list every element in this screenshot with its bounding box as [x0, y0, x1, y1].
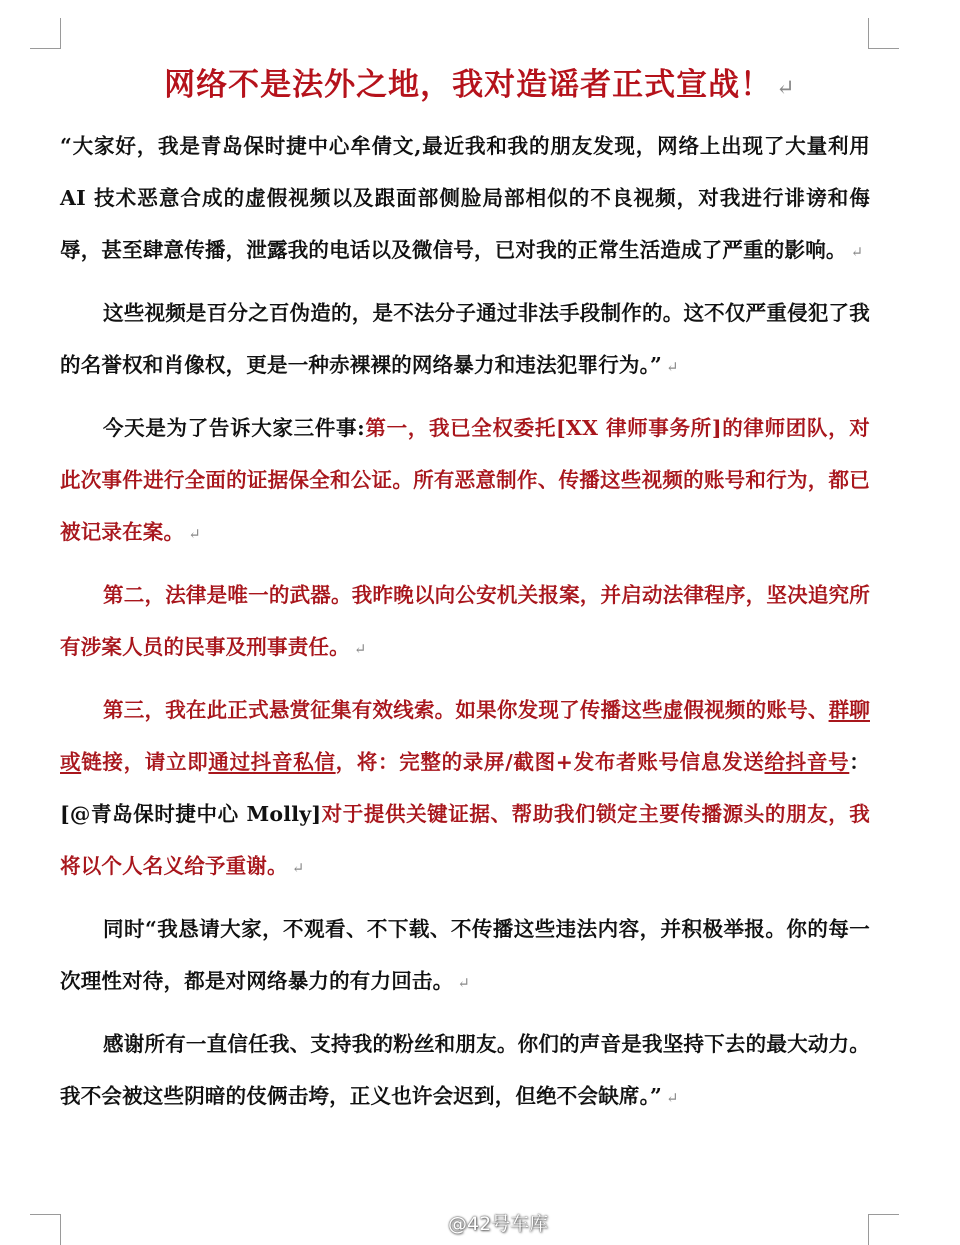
underlined-douyin-dm: 通过抖音私信	[208, 750, 336, 774]
watermark-text: @42号车库	[448, 1212, 549, 1235]
paragraph-6	[60, 903, 870, 1010]
document-body	[60, 120, 870, 1133]
paragraph-4-text: 第二，法律是唯一的武器。我昨晚以向公安机关报案，并启动法律程序，坚决追究所有涉案人员的民事及刑事责任。	[60, 583, 870, 659]
underlined-group-chat: 群聊或	[60, 698, 870, 774]
document-title	[0, 62, 960, 111]
paragraph-mark: ↵	[291, 860, 305, 877]
paragraph-6-text: 同时“我恳请大家，不观看、不下载、不传播这些违法内容，并积极举报。你的每一次理性对待，都是对网络暴力的有力回击。	[60, 917, 870, 993]
paragraph-mark: ↵	[850, 244, 864, 261]
margin-corner-bottom-right	[868, 1214, 899, 1245]
paragraph-7	[60, 1018, 870, 1125]
paragraph-5-part-c: 链接，请立即	[81, 750, 209, 774]
paragraph-2	[60, 287, 870, 394]
margin-corner-top-left	[30, 18, 61, 49]
paragraph-5	[60, 684, 870, 895]
paragraph-5-part-a: 第三，我在此正式悬赏征集有效线索。如果你发现了传播这些虚假视频的账号、	[103, 698, 829, 722]
paragraph-5-part-e: ，将：完整的录屏/截图+发布者账号信息发送	[335, 750, 765, 774]
weibo-watermark	[412, 1206, 548, 1238]
paragraph-mark: ↵	[353, 641, 367, 658]
paragraph-1-text: “大家好，我是青岛保时捷中心牟倩文,最近我和我的朋友发现，网络上出现了大量利用 AI 技术恶意合成的虚假视频以及跟面部侧脸局部相似的不良视频，对我进行诽谤和侮辱，甚至肆意传播，泄露我的电话以及微信号，已对我的正常生活造成了严重的影响。	[60, 134, 870, 262]
paragraph-mark: ↵	[666, 1090, 679, 1107]
paragraph-5-part-h: 对于提供关键证据、帮助我们锁定主要传播源头的朋友，我将以个人名义给予重谢。	[60, 802, 870, 878]
paragraph-2-text: 这些视频是百分之百伪造的，是不法分子通过非法手段制作的。这不仅严重侵犯了我的名誉权和肖像权，更是一种赤裸裸的网络暴力和违法犯罪行为。”	[60, 301, 870, 377]
paragraph-3	[60, 402, 870, 561]
title-text: 网络不是法外之地，我对造谣者正式宣战！	[164, 67, 773, 103]
weibo-icon	[412, 1209, 442, 1235]
paragraph-3-highlight: 第一，我已全权委托[XX 律师事务所]的律师团队，对此次事件进行全面的证据保全和公证。所有恶意制作、传播这些视频的账号和行为，都已被记录在案。	[60, 416, 870, 544]
margin-corner-bottom-left	[30, 1214, 61, 1245]
paragraph-7-text: 感谢所有一直信任我、支持我的粉丝和朋友。你们的声音是我坚持下去的最大动力。我不会被这些阴暗的伎俩击垮，正义也许会迟到，但绝不会缺席。”	[60, 1032, 870, 1108]
paragraph-4	[60, 569, 870, 676]
paragraph-mark: ↵	[666, 359, 679, 376]
paragraph-mark: ↵	[776, 75, 796, 101]
paragraph-3-lead: 今天是为了告诉大家三件事:	[103, 416, 365, 440]
paragraph-mark: ↵	[188, 526, 201, 543]
paragraph-1	[60, 120, 870, 279]
margin-corner-top-right	[868, 18, 899, 49]
douyin-handle: ：[@青岛保时捷中心 Molly]	[60, 750, 870, 826]
paragraph-mark: ↵	[457, 975, 470, 992]
underlined-douyin-account: 给抖音号	[764, 750, 850, 774]
